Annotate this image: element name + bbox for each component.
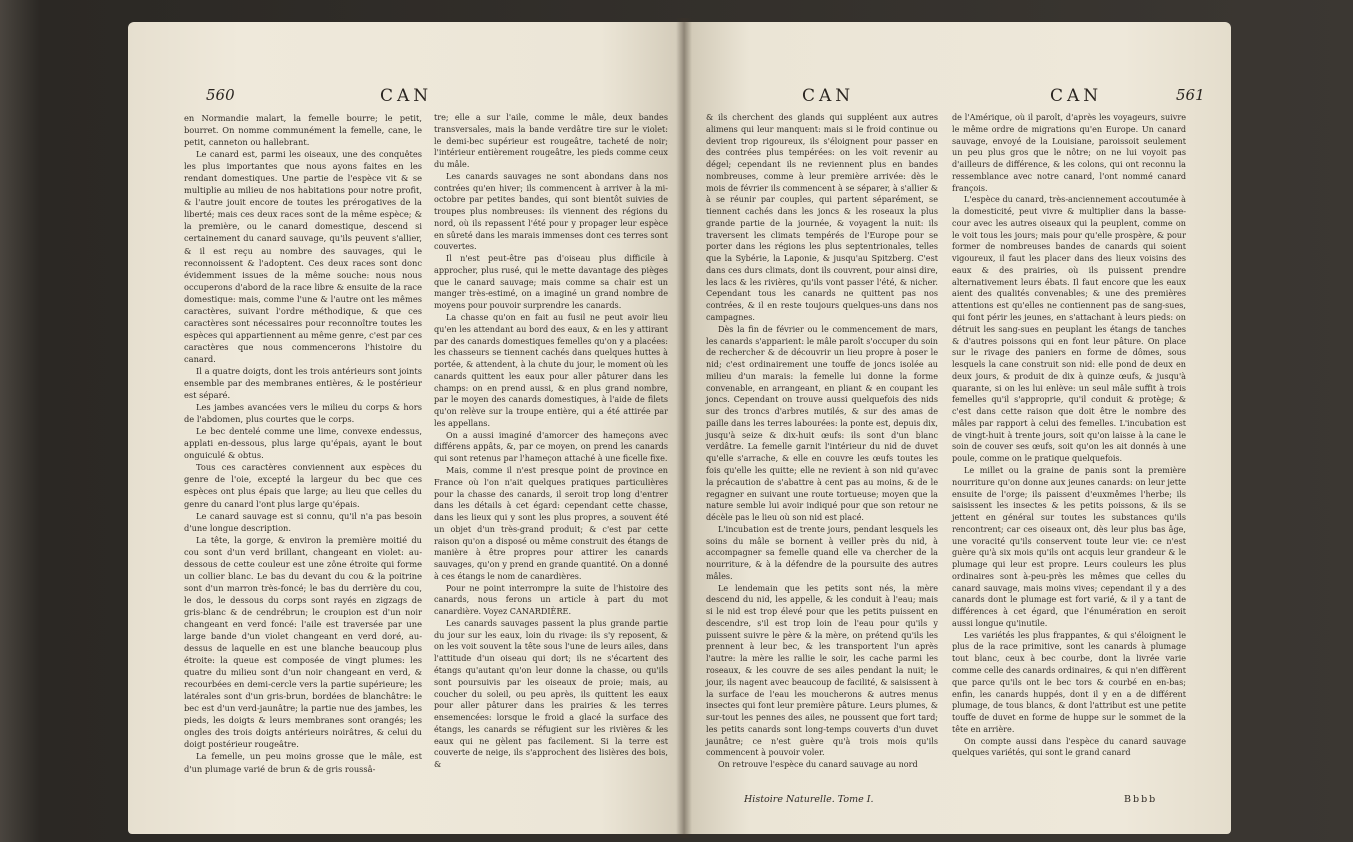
paragraph: La tête, la gorge, & environ la première moitié du cou sont d'un verd brillant, changeant en violet: au-dessous de cette couleur est une zône étroite qui forme un collier blanc. Le bas du devant du cou & la poitrine sont d'un marron très-foncé; le bas du derrière du cou, le dos, le dessous du corps sont rayés en zigzags de gris-blanc & de cendrébrun; le croupion est d'un noir changeant en verd foncé: l'aile est traversée par une large bande d'un violet changeant en verd doré, au-dessus de laquelle en est une blanche beaucoup plus étroite: la queue est composée de vingt plumes: les quatre du milieu sont d'un noir changeant en verd, & recourbées en demi-cercle vers la partie supérieure; les latérales sont d'un gris-brun, bordées de blanchâtre: le bec est d'un verd-jaunâtre; la partie nue des jambes, les pieds, les doigts & leurs membranes sont orangés; les ongles des trois doigts antérieurs noirâtres, & celui du doigt postérieur rougeâtre. — [184, 534, 422, 750]
paragraph: Les canards sauvages passent la plus grande partie du jour sur les eaux, loin du rivage: ils s'y reposent, & on les voit souvent la tête sous l'une de leurs ailes, dans l'attitude d'un oiseau qui dort; ils ne s'écartent des étangs qu'autant qu'on leur donne la chasse, ou qu'ils sont poursuivis par les oiseaux de proie; mais, au coucher du soleil, ou peu après, ils quittent les eaux pour aller pâturer dans les prairies & les terres ensemencées: lorsque le froid a glacé la surface des étangs, les canards se réfugient sur les rivières & les eaux qui ne gèlent pas facilement. Si la terre est couverte de neige, ils s'approchent des lisières des bois, & — [434, 617, 668, 770]
paragraph: On a aussi imaginé d'amorcer des hameçons avec différens appâts, &, par ce moyen, on prend les canards qui sont retenus par l'hameçon attaché à une ficelle fixe. — [434, 429, 668, 464]
paragraph: Le canard sauvage est si connu, qu'il n'a pas besoin d'une longue description. — [184, 510, 422, 533]
page-number: 561 — [1176, 86, 1205, 104]
book-gutter — [676, 18, 692, 838]
text-column-2 — [434, 112, 668, 771]
paragraph: Les variétés les plus frappantes, & qui s'éloignent le plus de la race primitive, sont les canards à plumage tout blanc, ceux à bec courbe, dont la livrée varie comme celle des canards ordinaires, & qui n'en diffèrent que parce qu'ils ont le bec tors & courbé en en-bas; enfin, les canards huppés, dont il y en a de différent plumage, de tous blancs, & dont l'attribut est une petite touffe de duvet en forme de huppe sur le sommet de la tête en arrière. — [952, 629, 1186, 734]
left-page — [128, 22, 684, 834]
running-head: CAN — [1050, 86, 1103, 106]
paragraph: Tous ces caractères conviennent aux espèces du genre de l'oie, excepté la largeur du bec que ces espèces ont plus épais que large; au lieu que celles du genre du canard l'ont plus large qu'épais. — [184, 462, 422, 509]
paragraph: de l'Amérique, où il paroît, d'après les voyageurs, suivre le même ordre de migrations qu'en Europe. Un canard sauvage, envoyé de la Louisiane, paroissoit seulement un peu plus gros que le nôtre; on ne lui voyoit pas d'ailleurs de différence, & les colons, qui ont reconnu la ressemblance avec notre canard, l'ont nommé canard françois. — [952, 112, 1186, 193]
paragraph: Les jambes avancées vers le milieu du corps & hors de l'abdomen, plus courtes que le corps. — [184, 402, 422, 425]
text-column-2 — [952, 112, 1186, 759]
running-head: CAN — [802, 86, 855, 106]
page-number: 560 — [206, 86, 235, 104]
paragraph: & ils cherchent des glands qui suppléent aux autres alimens qui leur manquent: mais si le froid continue ou devient trop rigoureux, ils s'éloignent pour passer en des contrées plus tempérées: on les voit revenir au dégel; cependant ils ne reviennent plus en bandes nombreuses, comme à leur première arrivée: dès le mois de février ils commencent à se séparer, à s'allier & à se réunir par couples, qui partent séparément, se tiennent cachés dans les joncs & les roseaux la plus grande partie de la journée, & voyagent la nuit: ils traversent les climats tempérés de l'Europe pour se porter dans les régions les plus septentrionales, telles que la Sybérie, la Laponie, & jusqu'au Spitzberg. C'est dans ces durs climats, dont ils couvrent, pour ainsi dire, les lacs & les rivières, qu'ils vont passer l'été, & nicher. Cependant tous les canards ne quittent pas nos contrées, & il en reste toujours quelques-uns dans nos campagnes. — [706, 112, 938, 323]
paragraph: Les canards sauvages ne sont abondans dans nos contrées qu'en hiver; ils commencent à arriver à la mi-octobre par petites bandes, qui sont bientôt suivies de troupes plus nombreuses: ils viennent des régions du nord, où ils repassent l'été pour y propager leur espèce en sûreté dans les marais immenses dont ces terres sont couvertes. — [434, 170, 668, 252]
paragraph: Le millet ou la graine de panis sont la première nourriture qu'on donne aux jeunes canards: on leur jette ensuite de l'orge; ils paissent d'euxmêmes l'herbe; ils saisissent les insectes & les petits poissons, & ils se jettent en général sur toutes les substances qu'ils rencontrent; car ces oiseaux ont, dès leur plus bas âge, une voracité qu'ils conservent toute leur vie: ce n'est guère qu'à six mois qu'ils ont acquis leur grandeur & le plumage qui leur est propre. Leurs couleurs les plus ordinaires sont à-peu-près les mêmes que celles du canard sauvage, mais moins vives; cependant il y a des canards dont le plumage est fort varié, & il y a tant de différences à cet égard, que l'énumération en seroit aussi longue qu'inutile. — [952, 464, 1186, 628]
paragraph: Le bec dentelé comme une lime, convexe endessus, applati en-dessous, plus large qu'épais, ayant le bout onguiculé & obtus. — [184, 426, 422, 461]
signature-mark: Bbbb — [1124, 794, 1158, 805]
paragraph: Mais, comme il n'est presque point de province en France où l'on n'ait quelques pratiques particulières pour la chasse des canards, il seroit trop long d'entrer dans les détails à cet égard: cependant cette chasse, dans les lieux qui y sont les plus propres, a souvent été un objet d'un très-grand produit; & c'est par cette raison qu'on a disposé ou même construit des étangs de manière à être propres pour attirer les canards sauvages, qu'on y prend en grande quantité. On a donné à ces étangs le nom de canardières. — [434, 464, 668, 581]
paragraph: On retrouve l'espèce du canard sauvage au nord — [718, 759, 918, 770]
paragraph: Pour ne point interrompre la suite de l'histoire des canards, nous ferons un article à part du mot canardière. Voyez CANARDIÈRE. — [434, 582, 668, 617]
right-page — [684, 22, 1231, 834]
paragraph: Il n'est peut-être pas d'oiseau plus difficile à approcher, plus rusé, qui le mette davantage des pièges que le canard sauvage; mais comme sa chair est un manger très-estimé, on a imaginé un grand nombre de moyens pour pouvoir surprendre les canards. — [434, 253, 668, 311]
text-column-1 — [706, 112, 938, 771]
paragraph: Le lendemain que les petits sont nés, la mère descend du nid, les appelle, & les conduit à l'eau; mais si le nid est trop élevé pour que les petits puissent en descendre, s'il est trop loin de l'eau pour qu'ils y puissent suivre le père & la mère, on prétend qu'ils les prennent à leur bec, & les transportent l'un après l'autre: la mère les rallie le soir, les cache parmi les roseaux, & les couvre de ses ailes pendant la nuit; le jour, ils nagent avec beaucoup de facilité, & saisissent à la surface de l'eau les moucherons & autres menus insectes qui font leur première pâture. Leurs plumes, & sur-tout les pennes des ailes, ne poussent que fort tard; les petits canards sont long-temps couverts d'un duvet jaunâtre; ce n'est guère qu'à trois mois qu'ils commencent à pouvoir voler. — [706, 582, 938, 758]
paragraph: On compte aussi dans l'espèce du canard sauvage quelques variétés, qui sont le grand canard — [952, 735, 1186, 758]
paragraph: La femelle, un peu moins grosse que le mâle, est d'un plumage varié de brun & de gris roussâ- — [184, 751, 422, 774]
paragraph: en Normandie malart, la femelle bourre; le petit, bourret. On nomme communément la femelle, cane, le petit, canneton ou hallebrant. — [184, 113, 422, 148]
text-column-1 — [184, 112, 422, 775]
running-head: CAN — [380, 86, 433, 106]
paragraph: L'espèce du canard, très-anciennement accoutumée à la domesticité, peut vivre & multiplier dans la basse-cour avec les autres oiseaux qui la peuplent, comme on le voit tous les jours; mais pour qu'elle prospère, & pour former de nombreuses bandes de canards qui soient vigoureux, il faut les placer dans des lieux voisins des eaux & des prairies, où ils puissent prendre alternativement leurs ébats. Il faut encore que les eaux aient des qualités convenables; & une des premières attentions est qu'elles ne contiennent pas de sang-sues, qui font périr les jeunes, en s'attachant à leurs pieds: on détruit les sang-sues en peuplant les étangs de tanches & d'autres poissons qui en font leur pâture. On place sur le rivage des paniers en forme de dômes, sous lesquels la cane construit son nid: elle pond de deux en deux jours, & produit de dix à quinze œufs, & jusqu'à quarante, si on les lui enlève: un seul mâle suffit à trois femelles qu'il s'approprie, qu'il conduit & protège; & c'est dans cette raison que doit être le nombre des mâles par rapport à celui des femelles. L'incubation est de vingt-huit à trente jours, soit qu'on laisse à la cane le soin de couver ses œufs, soit qu'on les ait donnés à une poule, comme on le pratique quelquefois. — [952, 194, 1186, 464]
footer-title: Histoire Naturelle. Tome I. — [744, 794, 874, 805]
paragraph: Le canard est, parmi les oiseaux, une des conquêtes les plus importantes que nous ayons faites en les rendant domestiques. Une partie de l'espèce vit & se multiplie au milieu de nos habitations pour notre profit, & l'autre jouit encore de toutes les prérogatives de la liberté; mais ces deux races sont de la même espèce; & la première, ou le canard domestique, descend si certainement du canard sauvage, qu'ils peuvent s'allier, & il est reçu au nombre des sauvages, qui le reconnoissent & l'adoptent. Ces deux races sont donc évidemment issues de la même souche: nous nous occuperons d'abord de la race libre & ensuite de la race domestique: mais, comme l'une & l'autre ont les mêmes caractères, suivant l'ordre méthodique, & que ces caractères sont nécessaires pour reconnoître toutes les espèces qui appartiennent au même genre, c'est par ces caractères que nous commencerons l'histoire du canard. — [184, 149, 422, 364]
paragraph: tre; elle a sur l'aile, comme le mâle, deux bandes transversales, mais la bande verdâtre tire sur le violet: le demi-bec supérieur est rougeâtre, tacheté de noir; l'intérieur entièrement rougeâtre, les pieds comme ceux du mâle. — [434, 112, 668, 170]
paragraph: L'incubation est de trente jours, pendant lesquels les soins du mâle se bornent à veiller près du nid, à accompagner sa femelle quand elle va chercher de la nourriture, & à la défendre de la poursuite des autres mâles. — [706, 523, 938, 581]
paragraph: La chasse qu'on en fait au fusil ne peut avoir lieu qu'en les attendant au bord des eaux, & en les y attirant par des canards domestiques femelles qu'on y a placées: les chasseurs se tiennent cachés dans quelques huttes à portée, & attendent, à la chute du jour, le moment où les canards quittent les eaux pour aller pâturer dans les champs: on en prend aussi, & en plus grand nombre, par le moyen des canards domestiques, à l'aide de filets qu'on relève sur la troupe entière, qui a été attirée par les appellans. — [434, 312, 668, 428]
paragraph: Il a quatre doigts, dont les trois antérieurs sont joints ensemble par des membranes entières, & le postérieur est séparé. — [184, 365, 422, 401]
paragraph: Dès la fin de février ou le commencement de mars, les canards s'apparient: le mâle paroît s'occuper du soin de rechercher & de découvrir un lieu propre à poser le nid; c'est ordinairement une touffe de joncs isolée au milieu d'un marais: la femelle lui donne la forme convenable, en arrangeant, en pliant & en coupant les joncs. Cependant on trouve aussi quelquefois des nids sur des troncs d'arbres mutilés, & sur des amas de paille dans les terres labourées: la ponte est, depuis dix, jusqu'à seize & dix-huit œufs: ils sont d'un blanc verdâtre. La femelle garnit l'intérieur du nid de duvet qu'elle s'arrache, & elle en couvre les œufs toutes les fois qu'elle les quitte; elle ne revient à son nid qu'avec la précaution de s'abattre à cent pas au moins, & de le regagner en suivant une route tortueuse; moyen que la nature semble lui avoir indiqué pour que son retour ne décèle pas le lieu où son nid est placé. — [706, 323, 938, 523]
